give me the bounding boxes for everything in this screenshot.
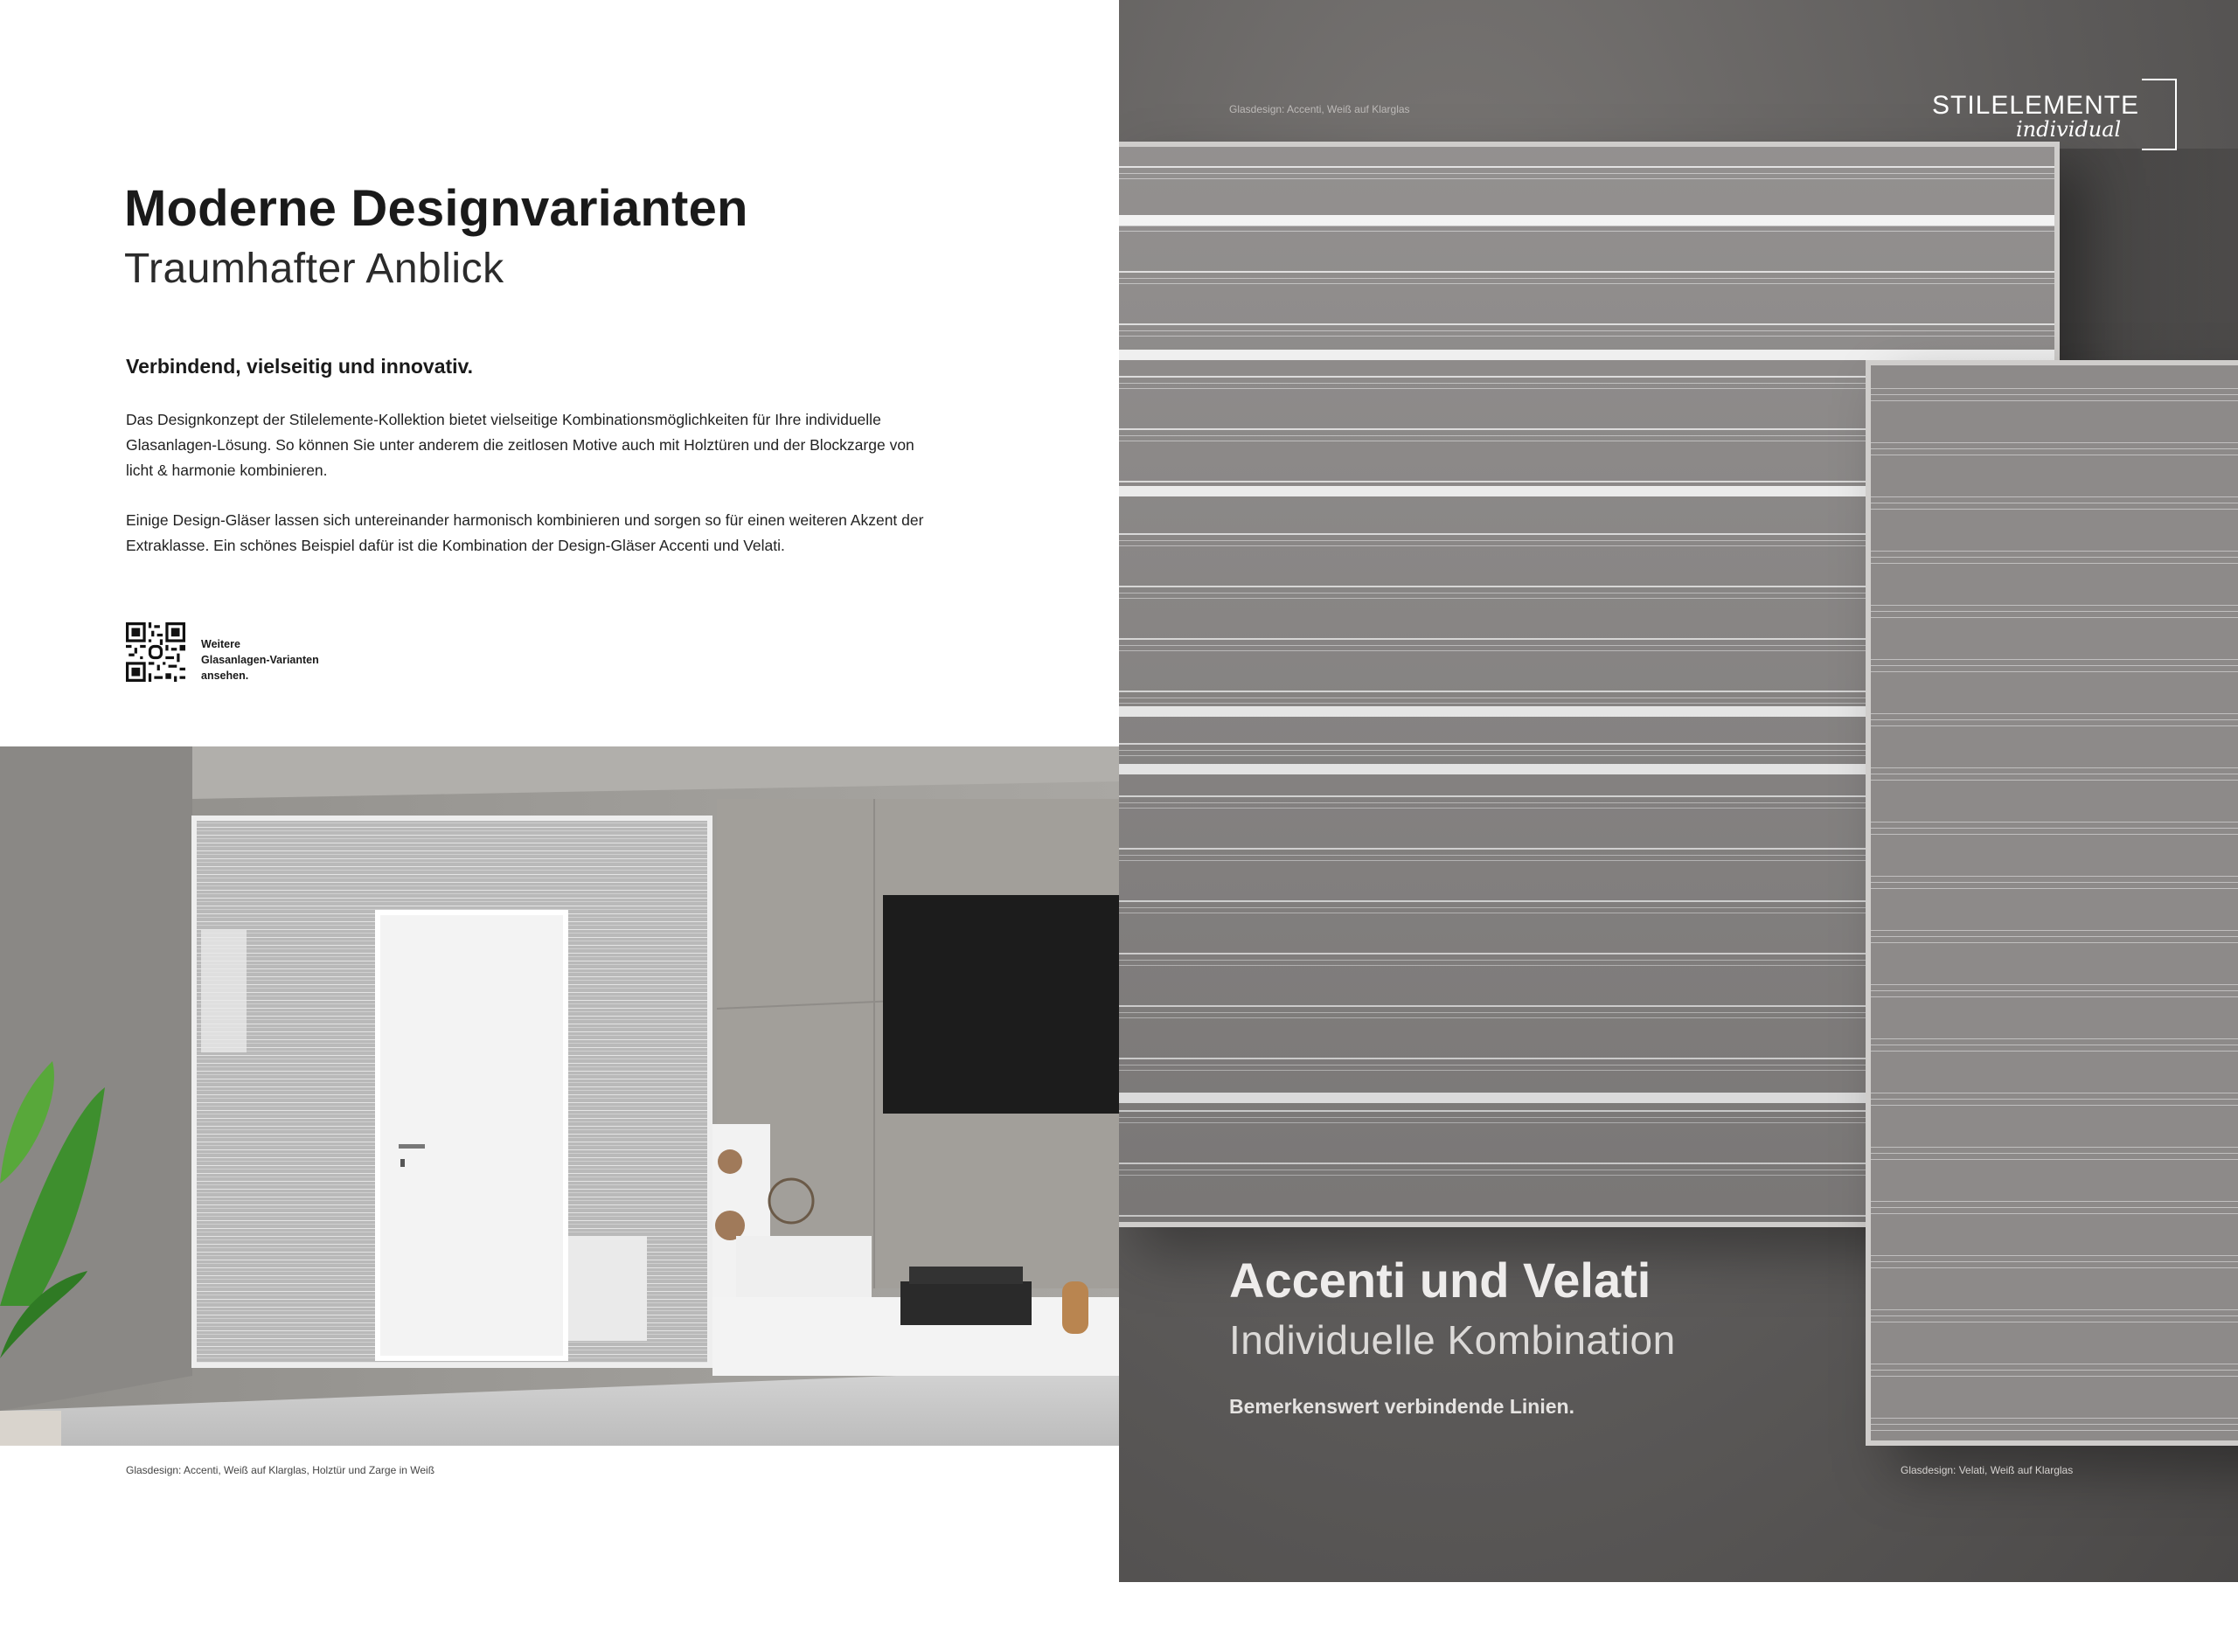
logo-script: individual [2016,117,2122,142]
glass-caption-accenti: Glasdesign: Accenti, Weiß auf Klarglas [1229,103,1410,115]
glass-caption-velati: Glasdesign: Velati, Weiß auf Klarglas [1901,1464,2074,1476]
qr-caption-line: Glasanlagen-Varianten [201,654,319,666]
paragraph-2: Einige Design-Gläser lassen sich untereinander harmonisch kombinieren und sorgen so für einen weiteren Akzent der Extraklasse. Ein schönes Beispiel dafür ist die Kombination der Design-Gläser Accenti und Velati. [126,511,924,554]
photo-caption: Glasdesign: Accenti, Weiß auf Klarglas, Holztür und Zarge in Weiß [126,1464,435,1476]
page-headline: Moderne Designvarianten [124,180,748,237]
interior-photo [0,746,1119,1446]
logo-frame [2142,79,2177,150]
glass-panel-velati [1866,360,2238,1446]
right-lead: Bemerkenswert verbindende Linien. [1229,1395,1574,1418]
qr-caption-line: Weitere [201,638,240,650]
qr-caption [201,636,376,684]
right-page [1119,0,2238,1582]
glass-accent-line [1119,215,2054,226]
qr-caption-line: ansehen. [201,670,249,682]
brand-logo [1932,77,2194,152]
logo-part-2: ELEMENTE [1991,91,2140,120]
qr-code-icon[interactable] [126,622,185,682]
glass-accent-line [1119,350,2054,360]
paragraph-1: Das Designkonzept der Stilelemente-Kollektion bietet vielseitige Kombinationsmöglichkeiten für Ihre individuelle Glasanlagen-Lösung. So können Sie unter anderem die zeitlosen Motive auch mit Holztüren und der Blockzarge von licht & harmonie kombinieren. [126,411,914,479]
right-subtitle: Individuelle Kombination [1229,1317,1676,1363]
right-title: Accenti und Velati [1229,1253,1651,1308]
page-subline: Traumhafter Anblick [124,246,504,292]
page-margin [1119,1582,2238,1652]
lead-text: Verbindend, vielseitig und innovativ. [126,355,474,378]
logo-wordmark [1932,91,2139,121]
logo-part-1: STIL [1932,91,1991,120]
